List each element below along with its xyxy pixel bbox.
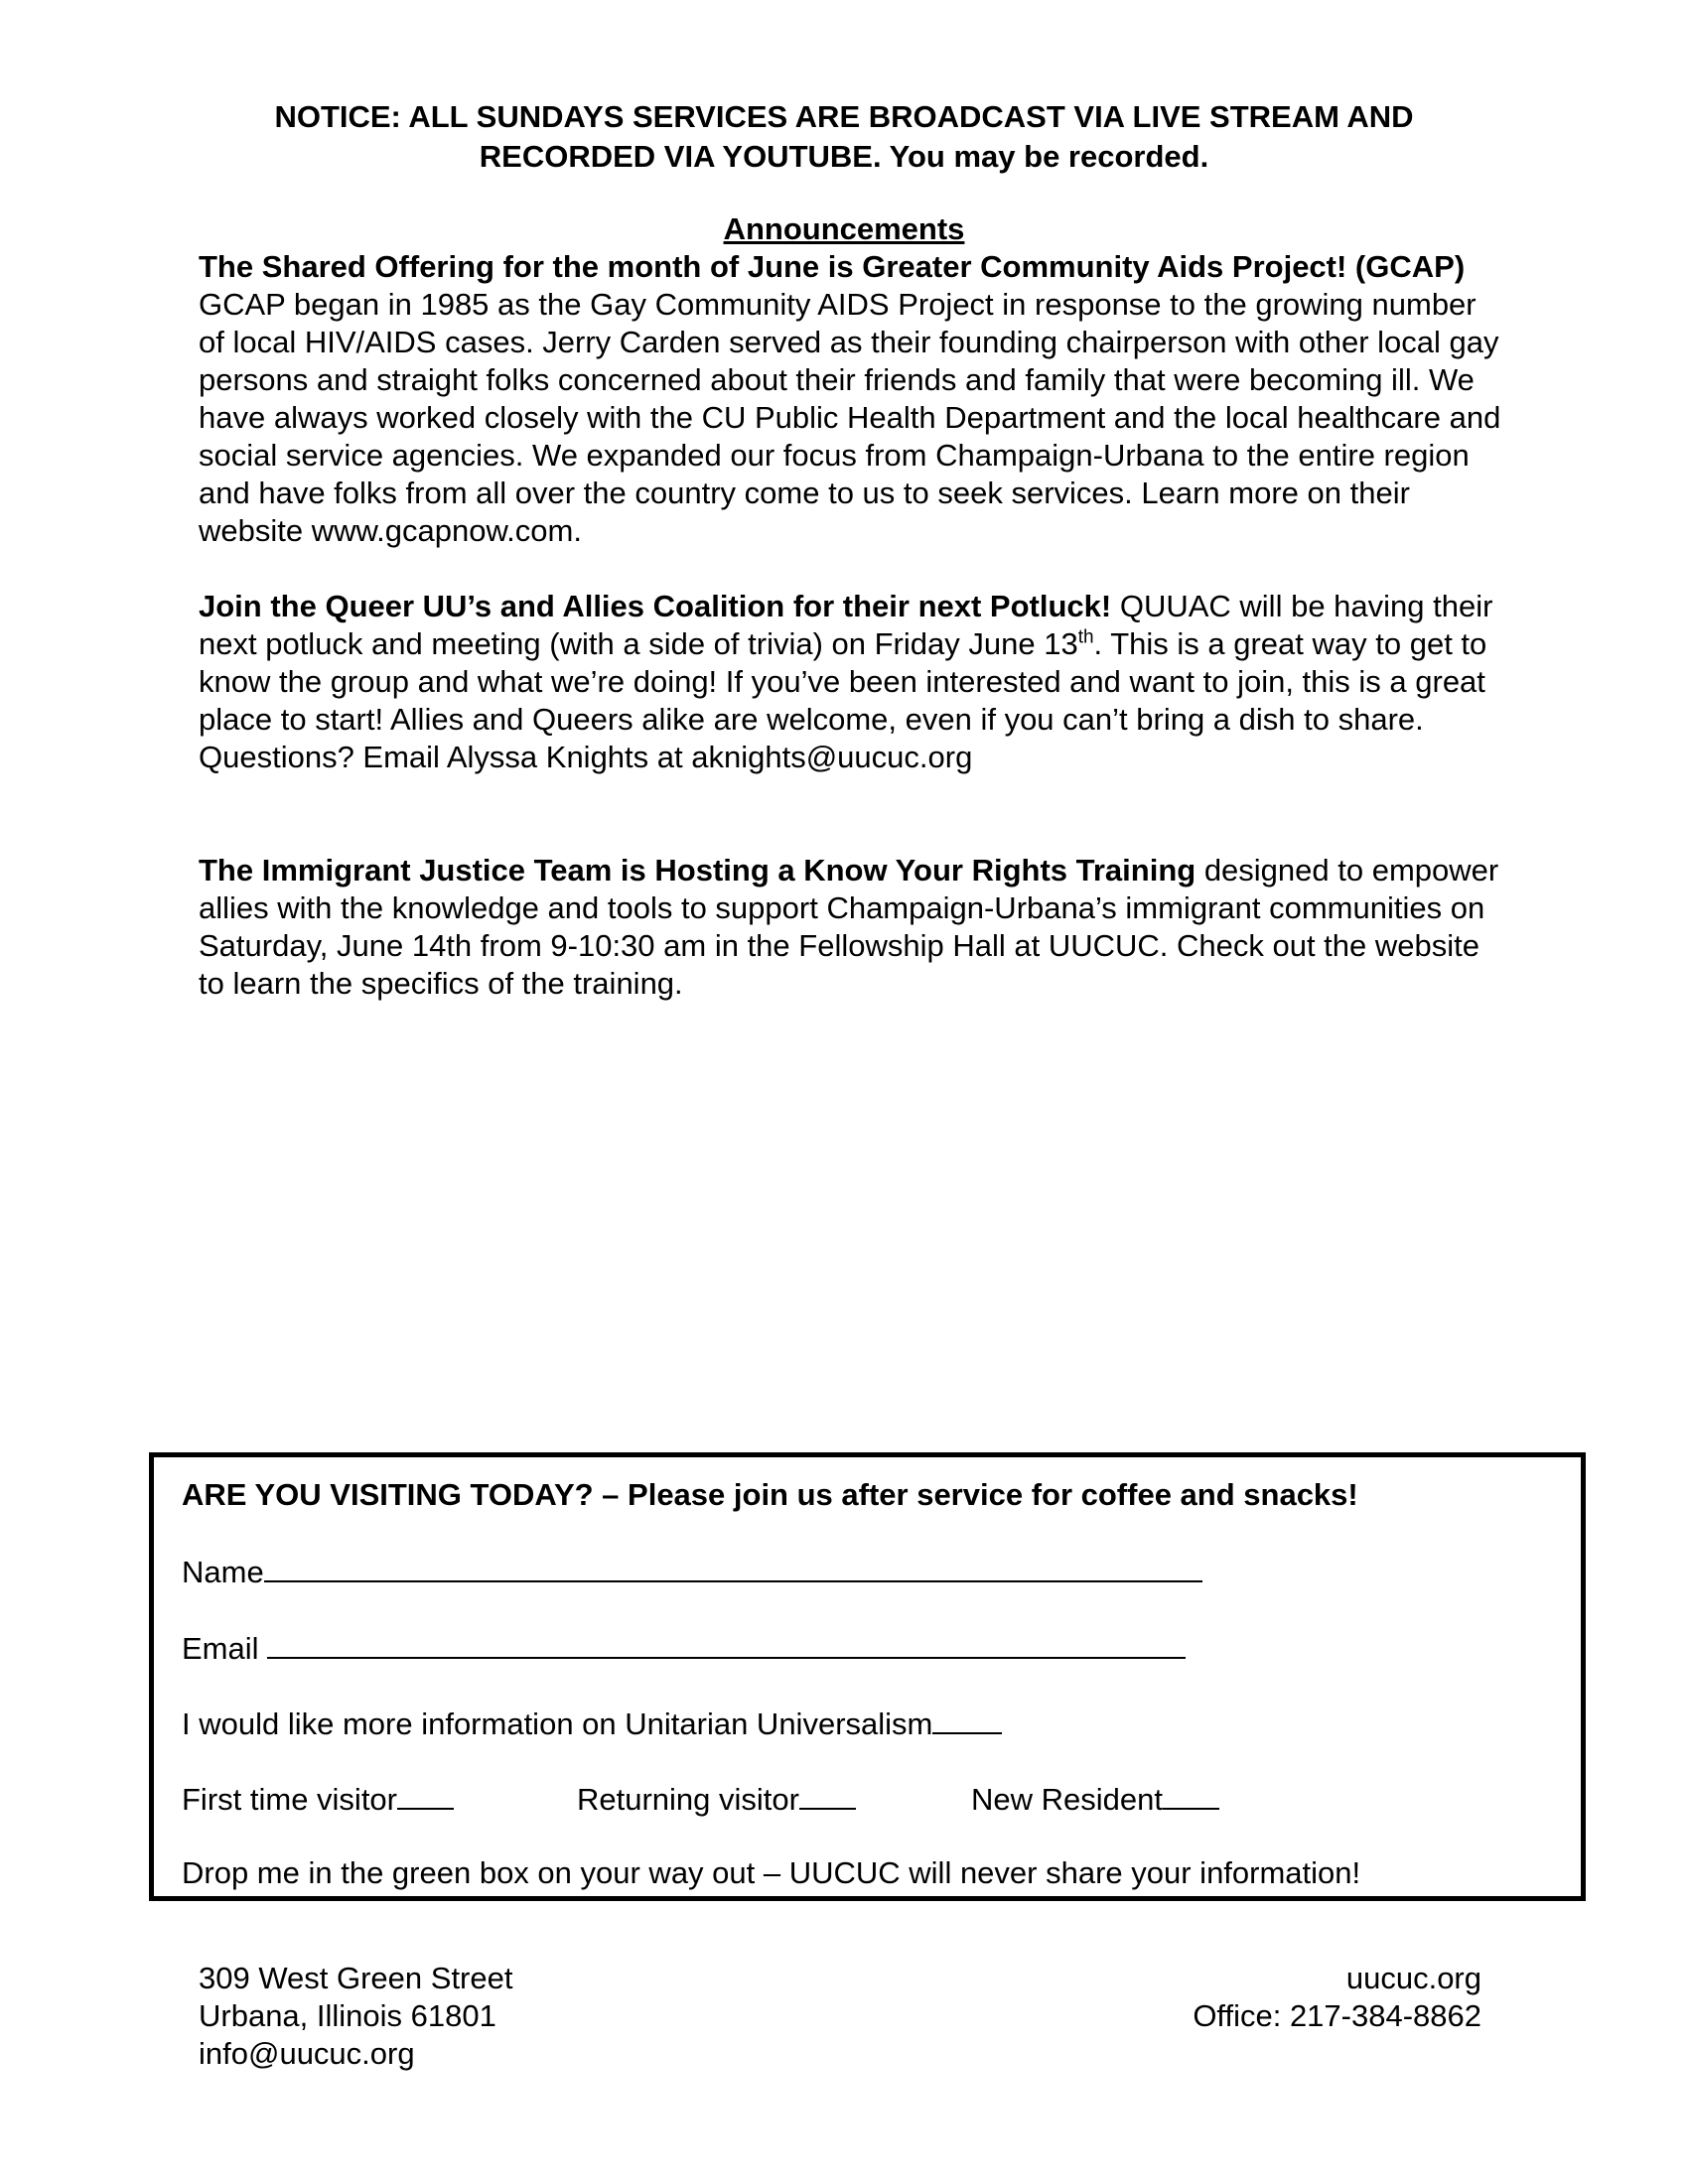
more-info-row: [182, 1703, 1002, 1743]
announcement-gcap: [199, 248, 1509, 550]
visitor-card-heading: ARE YOU VISITING TODAY? – Please join us after service for coffee and snacks!: [182, 1477, 1358, 1512]
address-line-2: Urbana, Illinois 61801: [199, 1998, 496, 2033]
footer-contact: [1193, 1960, 1481, 2035]
announcement-body-cont: . This is a great way to get to know the group and what we’re doing! If you’ve been interested and want to join, this is a great place to start! Allies and Queers alike are welcome, even if you can’t bring a dish to share. Questions? Email Alyssa Knights at aknights@uucuc.org: [199, 626, 1487, 774]
announcement-heading: The Shared Offering for the month of June is Greater Community Aids Project! (GCAP): [199, 249, 1466, 284]
visitor-card-note: Drop me in the green box on your way out – UUCUC will never share your information!: [182, 1855, 1361, 1890]
returning-visitor-option: [577, 1778, 856, 1819]
announcement-immigrant-justice: [199, 852, 1509, 1003]
recording-notice: [99, 97, 1589, 177]
name-blank-line[interactable]: [264, 1551, 1202, 1582]
more-info-label: I would like more information on Unitarian Universalism: [182, 1706, 933, 1741]
name-label: Name: [182, 1555, 264, 1589]
first-time-visitor-option: [182, 1778, 454, 1819]
new-resident-option: [971, 1778, 1219, 1819]
ordinal-suffix: th: [1077, 626, 1094, 648]
returning-visitor-label: Returning visitor: [577, 1782, 799, 1817]
email-field-row: [182, 1627, 1186, 1668]
announcement-heading: The Immigrant Justice Team is Hosting a Know Your Rights Training: [199, 853, 1196, 887]
email-label: Email: [182, 1631, 259, 1666]
announcement-quuac: [199, 588, 1509, 776]
notice-line-1: NOTICE: ALL SUNDAYS SERVICES ARE BROADCAST VIA LIVE STREAM AND: [274, 99, 1414, 134]
address-line-1: 309 West Green Street: [199, 1961, 513, 1995]
announcement-body: designed to empower allies with the knowledge and tools to support Champaign-Urbana’s immigrant communities on Saturday, June 14th from 9-10:30 am in the Fellowship Hall at UUCUC. Check out the website to learn the specifics of the training.: [199, 853, 1499, 1001]
email-blank-line[interactable]: [267, 1627, 1186, 1659]
footer-email: info@uucuc.org: [199, 2036, 415, 2071]
returning-visitor-blank[interactable]: [799, 1778, 856, 1810]
first-time-visitor-blank[interactable]: [397, 1778, 454, 1810]
first-time-visitor-label: First time visitor: [182, 1782, 397, 1817]
announcements-title: Announcements: [723, 211, 965, 246]
visitor-card: [149, 1452, 1586, 1901]
name-field-row: [182, 1551, 1202, 1591]
more-info-blank[interactable]: [932, 1703, 1002, 1734]
new-resident-blank[interactable]: [1163, 1778, 1219, 1810]
notice-line-2: RECORDED VIA YOUTUBE. You may be recorded.: [479, 139, 1209, 174]
new-resident-label: New Resident: [971, 1782, 1163, 1817]
announcement-body: QUUAC will be having their next potluck and meeting (with a side of trivia) on Friday June 13: [199, 589, 1493, 661]
footer-office-phone: Office: 217-384-8862: [1193, 1998, 1481, 2033]
announcement-body: GCAP began in 1985 as the Gay Community AIDS Project in response to the growing number of local HIV/AIDS cases. Jerry Carden served as their founding chairperson with other local gay persons and straight folks concerned about their friends and family that were becoming ill. We have always worked closely with the CU Public Health Department and the local healthcare and social service agencies. We expanded our focus from Champaign-Urbana to the entire region and have folks from all over the country come to us to seek services. Learn more on their website www.gcapnow.com.: [199, 287, 1501, 548]
footer-address: [199, 1960, 512, 2073]
announcement-heading: Join the Queer UU’s and Allies Coalition for their next Potluck!: [199, 589, 1112, 623]
footer-website: uucuc.org: [1345, 1961, 1481, 1995]
